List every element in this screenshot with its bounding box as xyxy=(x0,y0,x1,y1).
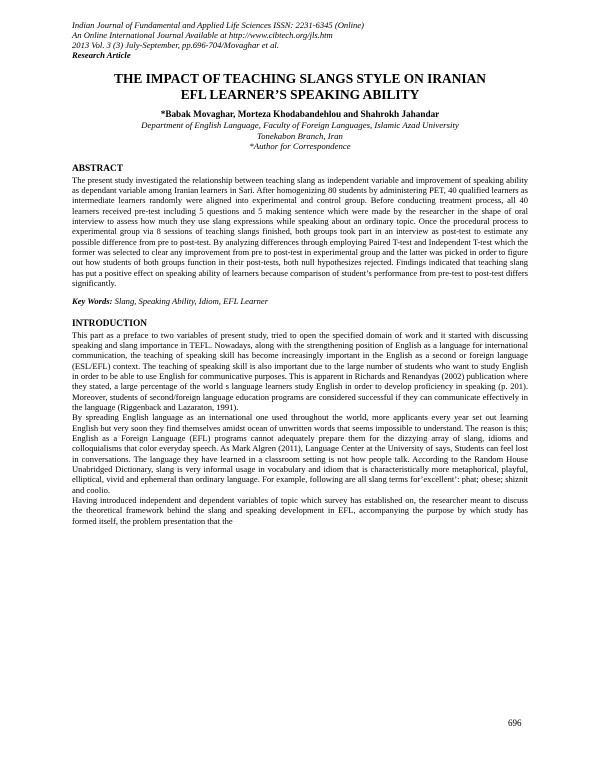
keywords-label: Key Words: xyxy=(72,296,113,307)
journal-header-line-1: Indian Journal of Fundamental and Applied Life Sciences ISSN: 2231-6345 (Online) xyxy=(72,20,364,30)
affiliation-line-1: Department of English Language, Faculty of Foreign Languages, Islamic Azad University xyxy=(141,120,459,130)
correspondence-note: *Author for Correspondence xyxy=(249,141,351,151)
page-number: 696 xyxy=(508,718,522,728)
introduction-heading: INTRODUCTION xyxy=(72,318,148,329)
introduction-paragraph-1: This part as a preface to two variables of present study, tried to open the specified domain of work and it started with discussing speaking and slang importance in TEFL. Nowadays, along with the strengthening position of English as a language for international communication, the teaching of speaking skill has become increasingly important in the English as a second or foreign language (ESL/EFL) context. The teaching of speaking skill is also important due to the large number of students who want to study English in order to be able to use English for communicative purposes. This is apparent in Richards and Renandyas (2002) publication where they stated, a large percentage of the world s language learners study English in order to develop proficiency in speaking (p. 201). Moreover, students of second/foreign language education programs are considered successful if they can communicate effectively in the language (Riggenback and Lazaraton, 1991). xyxy=(72,329,528,413)
page-content xyxy=(72,20,528,526)
paper-title xyxy=(72,71,528,103)
keywords-text: Slang, Speaking Ability, Idiom, EFL Learner xyxy=(112,296,269,307)
paper-title-line-2: EFL LEARNER’S SPEAKING ABILITY xyxy=(180,87,420,102)
author-list: *Babak Movaghar, Morteza Khodabandehlou and Shahrokh Jahandar xyxy=(160,109,440,119)
introduction-paragraph-2: By spreading English language as an international one used throughout the world, more applicants every year set out learning English but very soon they find themselves amidst ocean of unwritten words that seems impossible to understand. The reason is this; English as a Foreign Language (EFL) programs cannot adequately prepare them for the dizzying array of slang, idioms and colloquialisms that color everyday speech. As Mark Algren (2011), Language Center at the University of says, Students can feel lost in conversations. The language they have learned in a classroom setting is not how people talk. According to the Random House Unabridged Dictionary, slang is very informal usage in vocabulary and idiom that is characteristically more metaphorical, playful, elliptical, vivid and ephemeral than ordinary language. For example, following are all slang terms for’excellent’: phat; obese; shiznit and coolio. xyxy=(72,412,528,495)
journal-header-line-2: An Online International Journal Available at http://www.cibtech.org/jls.htm xyxy=(72,30,333,40)
abstract-heading: ABSTRACT xyxy=(72,163,124,174)
introduction-paragraph-3: Having introduced independent and dependent variables of topic which survey has established on, the researcher meant to discuss the theoretical framework behind the slang and speaking development in EFL, accompanying the purpose by which study has formed itself, the problem presentation that the xyxy=(72,495,528,526)
journal-header-line-3: 2013 Vol. 3 (3) July-September, pp.696-704/Movaghar et al. xyxy=(72,40,279,50)
abstract-text: The present study investigated the relationship between teaching slang as independent variable and improvement of speaking ability as dependant variable among Iranian learners in Sari. After homogenizing 80 students by administering PET, 40 qualified learners as intermediate learners randomly were aligned into experimental and control group. Before conducting treatment process, all 40 learners received pre-test including 5 questions and 5 making sentence which were made by the researcher in the shape of oral interview to assess how much they use slang expressions while speaking about an ordinary topic. Once the procedural process to experimental group via 8 sessions of teaching slangs finished, both groups took part in an interview as post-test to estimate any possible difference from pre to post-test. By analyzing differences through employing Paired T-test and Independent T-test which the former was selected to clear any improvement from pre to post-test in experimental group and the latter was picked in order to figure out how students of both groups function in their post-tests, both null hypothesizes rejected. Findings indicated that teaching slang has put a positive effect on speaking ability of learners because comparison of student’s performance from pre-test to post-test differs significantly. xyxy=(72,174,528,288)
article-type-label: Research Article xyxy=(72,50,131,60)
paper-title-line-1: THE IMPACT OF TEACHING SLANGS STYLE ON IRANIAN xyxy=(114,71,486,86)
keywords-line xyxy=(72,296,528,306)
affiliation-line-2: Tonekabon Branch, Iran xyxy=(257,130,343,141)
